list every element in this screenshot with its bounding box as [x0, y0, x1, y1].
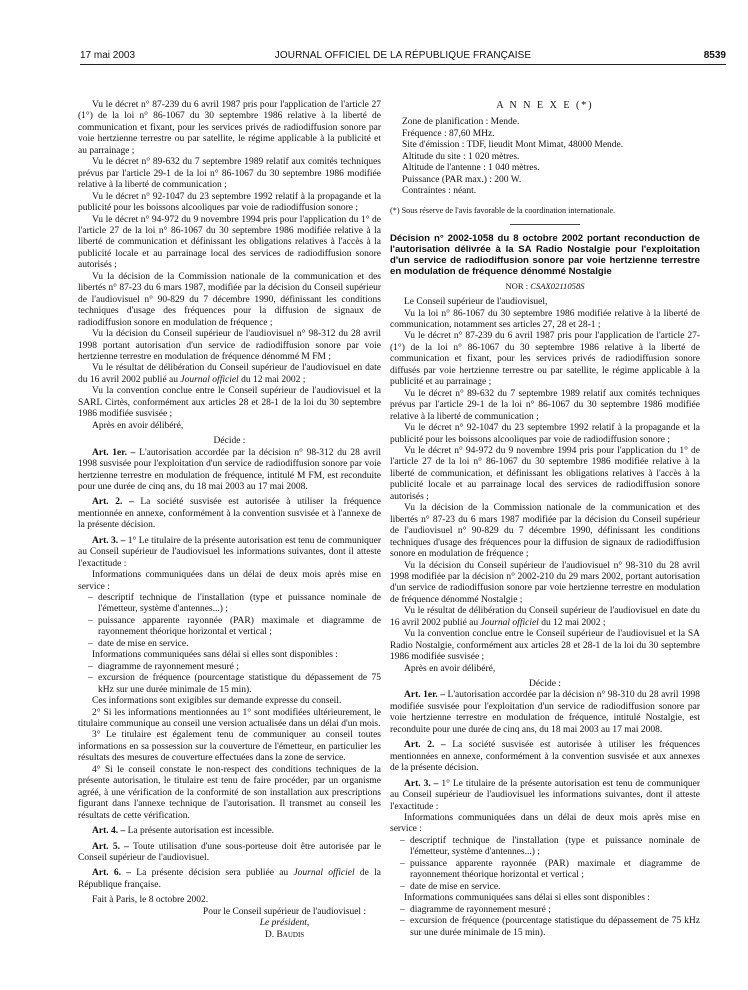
article-2: Art. 2. – La société susvisée est autorisée à utiliser la fréquence mentionnée en annexe, conformément à la convention susvisée et à l'annexe de la présente décision.: [78, 497, 381, 531]
annexe-block: [390, 117, 700, 197]
vu-paragraph: Vu le décret n° 89-632 du 7 septembre 1989 relatif aux comités techniques prévus par l'article 29-1 de la loi n° 86-1067 du 30 septembre 1986 modifiée relative à la liberté de communication ;: [78, 157, 381, 191]
vu-deliberation: Vu le résultat de délibération du Conseil supérieur de l'audiovisuel en date du 16 avril 2002 publié au Journal officiel du 12 mai 2002 ;: [390, 606, 700, 628]
decision-title: Décision n° 2002-1058 du 8 octobre 2002 portant reconduction de l'autorisation délivrée à la SA Radio Nostalgie pour l'exploitation d'un service de radiodiffusion sonore par voie hertzienne terrestre en modulation de fréquence dénommé Nostalgie: [390, 232, 700, 277]
right-column: [390, 100, 700, 939]
article-1: Art. 1er. – L'autorisation accordée par la décision n° 98-312 du 28 avril 1998 susvisée pour l'exploitation d'un service de radiodiffusion sonore par voie hertzienne terrestre en modulation de fréquence, intitulé M FM, est reconduite pour une durée de cinq ans, du 18 mai 2003 au 17 mai 2008.: [78, 447, 381, 492]
article-5: Art. 5. – Toute utilisation d'une sous-porteuse doit être autorisée par le Conseil supérieur de l'audiovisuel.: [78, 841, 381, 863]
page-header: [80, 50, 726, 64]
annexe-line: Zone de planification : Mende.: [402, 117, 520, 128]
signature-president: Le président,: [259, 918, 310, 929]
exigibles: Ces informations sont exigibles sur demande expresse du conseil.: [92, 696, 342, 707]
decide-heading: Décide :: [529, 679, 561, 690]
fait-a-paris: Fait à Paris, le 8 octobre 2002.: [92, 895, 209, 906]
vu-deliberation: Vu le résultat de délibération du Conseil supérieur de l'audiovisuel en date du 16 avril 2002 publié au Journal officiel du 12 mai 2002 ;: [78, 363, 381, 385]
header-date: 17 mai 2003: [80, 50, 136, 61]
left-column: [78, 100, 381, 941]
info-without-delay: Informations communiquées sans délai si elles sont disponibles :: [404, 893, 650, 904]
paragraph-2: 2° Si les informations mentionnées au 1° sont modifiées ultérieurement, le titulaire communique au conseil une version actualisée dans un délai d'un mois.: [78, 707, 381, 730]
list-item: – excursion de fréquence (pourcentage statistique du dépassement de 75 kHz sur une durée minimale de 15 min).: [390, 916, 700, 939]
list-item: – diagramme de rayonnement mesuré ;: [78, 662, 381, 673]
article-2: Art. 2. – La société susvisée est autorisée à utiliser les fréquences mentionnées en annexe, conformément à la convention susvisée et aux annexes de la présente décision.: [390, 740, 700, 774]
vu-convention: Vu la convention conclue entre le Conseil supérieur de l'audiovisuel et la SA Radio Nostalgie, conformément aux articles 28 et 28-1 de la loi du 30 septembre 1986 modifiée susvisée ;: [390, 629, 700, 663]
vu-paragraph: Vu le décret n° 87-239 du 6 avril 1987 pris pour l'application de l'article 27-(1°) de la loi n° 86-1067 du 30 septembre 1986 relative à la liberté de communication et fixant, pour les services privés de radiodiffusion sonore diffusés par voie hertzienne terrestre ou par satellite, le régime applicable à la publicité et au parrainage ;: [390, 331, 700, 388]
intro-conseil: Le Conseil supérieur de l'audiovisuel,: [404, 297, 548, 308]
annexe-line: Contraintes : néant.: [402, 186, 477, 197]
vu-paragraph: Vu le décret n° 92-1047 du 23 septembre 1992 relatif à la propagande et la publicité pour les boissons alcooliques par voie de radiodiffusion sonore ;: [78, 191, 381, 214]
header-rule: [80, 64, 726, 65]
header-page-number: 8539: [703, 50, 726, 61]
section-divider: [510, 224, 580, 225]
annexe-line: Fréquence : 87,60 MHz.: [402, 128, 495, 139]
signature-pour: Pour le Conseil supérieur de l'audiovisuel :: [202, 906, 367, 917]
annexe-footnote: (*) Sous réserve de l'avis favorable de la coordination internationale.: [390, 205, 616, 215]
info-two-months: Informations communiquées dans un délai de deux mois après mise en service :: [390, 813, 700, 835]
list-item: – puissance apparente rayonnée (PAR) maximale et diagramme de rayonnement théorique horizontal et vertical ;: [78, 616, 381, 639]
vu-paragraph: Vu la décision du Conseil supérieur de l'audiovisuel n° 98-310 du 28 avril 1998 modifiée par la décision n° 2002-210 du 29 mars 2002, portant autorisation d'un service de radiodiffusion sonore par voie hertzienne terrestre en modulation de fréquence dénommé Nostalgie ;: [390, 560, 700, 605]
apres-delibere: Après en avoir délibéré,: [92, 420, 184, 431]
vu-paragraph: Vu le décret n° 94-972 du 9 novembre 1994 pris pour l'application du 1° de l'article 27 de la loi n° 86-1067 du 30 septembre 1986 modifiée relative à la liberté de communication et définissant les obligations relatives à l'accès à la publicité locale et au parrainage local des services de radiodiffusion sonore autorisés ;: [78, 214, 381, 271]
annexe-line: Altitude de l'antenne : 1 040 mètres.: [402, 163, 540, 174]
annexe-line: Puissance (PAR max.) : 200 W.: [402, 174, 522, 185]
vu-paragraph: Vu la décision de la Commission nationale de la communication et des libertés n° 87-23 du 6 mars 1987, modifiée par la décision du Conseil supérieur de l'audiovisuel n° 90-829 du 7 décembre 1990, définissant les conditions techniques d'usage des fréquences pour la diffusion de signaux de radiodiffusion sonore en modulation de fréquence ;: [78, 271, 381, 328]
vu-convention: Vu la convention conclue entre le Conseil supérieur de l'audiovisuel et la SARL Cirtès, conformément aux articles 28 et 28-1 de la loi du 30 septembre 1986 modifiée susvisée ;: [78, 386, 381, 420]
annexe-title: A N N E X E (*): [496, 100, 594, 111]
header-journal-title: JOURNAL OFFICIEL DE LA RÉPUBLIQUE FRANÇAISE: [274, 50, 532, 61]
list-item: – descriptif technique de l'installation (type et puissance nominale de l'émetteur, système d'antennes...) ;: [390, 836, 700, 859]
vu-paragraph: Vu le décret n° 94-972 du 9 novembre 1994 pris pour l'application du 1° de l'article 27 de la loi n° 86-1067 du 30 septembre 1986 modifiée relative à la liberté de communication, et définissant les obligations relatives à l'accès à la publicité locale et au parrainage local des services de radiodiffusion sonore autorisés ;: [390, 445, 700, 502]
list-item: – excursion de fréquence (pourcentage statistique du dépassement de 75 kHz sur une durée minimale de 15 min).: [78, 673, 381, 696]
paragraph-3: 3° Le titulaire est également tenu de communiquer au conseil toutes informations en sa possession sur la couverture de l'émetteur, en particulier les résultats des mesures de couverture effectuées dans la zone de service.: [78, 730, 381, 764]
annexe-line: Altitude du site : 1 020 mètres.: [402, 151, 520, 162]
vu-paragraph: Vu la loi n° 86-1067 du 30 septembre 1986 modifiée relative à la liberté de communication, notamment ses articles 27, 28 et 28-1 ;: [390, 308, 700, 330]
article-3: Art. 3. – 1° Le titulaire de la présente autorisation est tenu de communiquer au Conseil supérieur de l'audiovisuel les informations suivantes, dont il atteste l'exactitude :: [390, 778, 701, 812]
vu-paragraph: Vu la décision de la Commission nationale de la communication et des libertés n° 87-23 du 6 mars 1987 modifiée par la décision du Conseil supérieur de l'audiovisuel n° 90-829 du 7 décembre 1990, définissant les conditions techniques d'usage des fréquences pour la diffusion de signaux de radiodiffusion sonore en modulation de fréquence ;: [390, 503, 700, 560]
article-6: Art. 6. – La présente décision sera publiée au Journal officiel de la République française.: [78, 868, 381, 890]
info-two-months: Informations communiquées dans un délai de deux mois après mise en service :: [78, 570, 381, 592]
list-item: – diagramme de rayonnement mesuré ;: [390, 905, 700, 916]
article-3: Art. 3. – 1° Le titulaire de la présente autorisation est tenu de communiquer au Conseil supérieur de l'audiovisuel les informations suivantes, dont il atteste l'exactitude :: [78, 535, 381, 569]
annexe-line: Site d'émission : TDF, lieudit Mont Mimat, 48000 Mende.: [402, 140, 624, 151]
list-item: – puissance apparente rayonnée (PAR) maximale et diagramme de rayonnement théorique horizontal et vertical ;: [390, 859, 700, 882]
info-without-delay: Informations communiquées sans délai si elles sont disponibles :: [92, 650, 338, 661]
signature-name: D. Baudis: [264, 929, 305, 940]
article-1: Art. 1er. – L'autorisation accordée par la décision n° 98-310 du 28 avril 1998 modifiée susvisée pour l'exploitation d'un service de radiodiffusion sonore par voie hertzienne terrestre en modulation de fréquence, intitulé Nostalgie, est reconduite pour une durée de cinq ans, du 18 mai 2003 au 17 mai 2008.: [390, 690, 700, 735]
paragraph-4: 4° Si le conseil constate le non-respect des conditions techniques de la présente autorisation, le titulaire est tenu de faire procéder, par un organisme agréé, à une vérification de la conformité de son installation aux prescriptions figurant dans l'annexe technique de l'autorisation. Il transmet au conseil les résultats de cette vérification.: [78, 764, 381, 821]
vu-paragraph: Vu le décret n° 92-1047 du 23 septembre 1992 relatif à la propagande et la publicité pour les boissons alcooliques par voie de radiodiffusion sonore ;: [390, 423, 700, 445]
nor-reference: NOR : CSAX0211058S: [505, 280, 585, 291]
list-item: – date de mise en service.: [390, 882, 700, 893]
list-item: – date de mise en service.: [78, 639, 381, 650]
vu-paragraph: Vu la décision du Conseil supérieur de l'audiovisuel n° 98-312 du 28 avril 1998 portant autorisation d'un service de radiodiffusion sonore par voie hertzienne terrestre en modulation de fréquence dénommé M FM ;: [78, 329, 381, 362]
apres-delibere: Après en avoir délibéré,: [404, 663, 496, 674]
decide-heading: Décide :: [213, 436, 246, 447]
list-item: – descriptif technique de l'installation (type et puissance nominale de l'émetteur, système d'antennes...) ;: [78, 593, 381, 616]
vu-paragraph: Vu le décret n° 89-632 du 7 septembre 1989 relatif aux comités techniques prévus par l'article 29-1 de la loi n° 86-1067 du 30 septembre 1986 modifiée relative à la liberté de communication ;: [390, 388, 700, 422]
article-4: Art. 4. – La présente autorisation est incessible.: [92, 826, 275, 837]
vu-paragraph: Vu le décret n° 87-239 du 6 avril 1987 pris pour l'application de l'article 27 (1°) de la loi n° 86-1067 du 30 septembre 1986 relative à la liberté de communication et fixant, pour les services privés de radiodiffusion sonore par voie hertzienne terrestre ou par satellite, le régime applicable à la publicité et au parrainage ;: [78, 100, 381, 156]
